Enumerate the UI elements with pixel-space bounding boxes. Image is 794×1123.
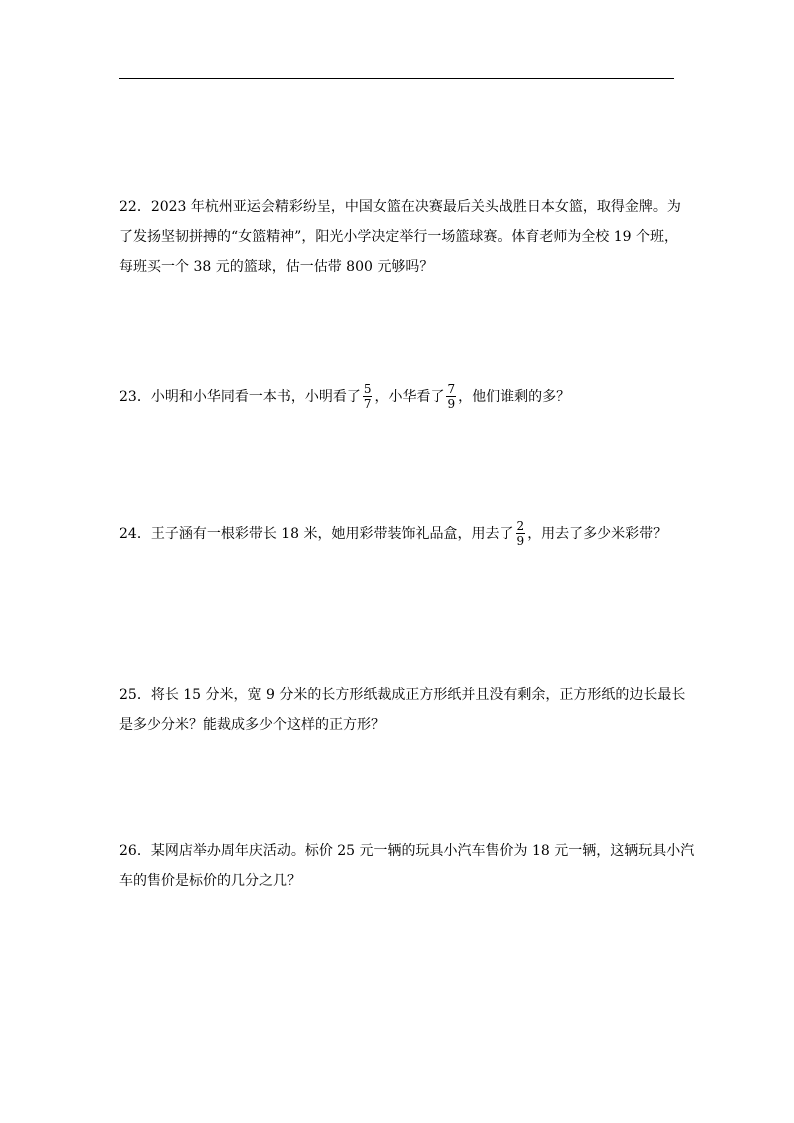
question-25: [119, 680, 686, 740]
question-number: 23．: [119, 389, 151, 405]
question-23-line-1: 23．小明和小华同看一本书，小明看了 $\frac{5}{7}$ ，小华看了 $\frac{7}{9}$ ，他们谁剩的多？: [119, 381, 571, 411]
question-25-line-2: 是多少分米？能裁成多少个这样的正方形？: [119, 717, 385, 733]
header-rule: [119, 78, 674, 79]
question-22: [119, 192, 679, 282]
question-22-line-3: 每班买一个 38 元的篮球，估一估带 800 元够吗？: [119, 259, 434, 275]
question-number: 25．: [119, 687, 151, 703]
question-number: 22．: [119, 199, 151, 215]
fraction-5-7: $\frac{5}{7}$: [363, 381, 372, 411]
question-25-line-1: 25．将长 15 分米，宽 9 分米的长方形纸裁成正方形纸并且没有剩余，正方形纸的边长最长: [119, 687, 686, 703]
question-22-line-2: 了发扬坚韧拼搏的“女篮精神”，阳光小学决定举行一场篮球赛。体育老师为全校 19 个班，: [119, 229, 679, 245]
question-26-line-2: 车的售价是标价的几分之几？: [119, 873, 301, 889]
question-23: [119, 382, 679, 412]
question-24-line-1: 24．王子涵有一根彩带长 18 米，她用彩带装饰礼品盒，用去了 $\frac{2}{9}$ ，用去了多少米彩带？: [119, 518, 668, 548]
question-number: 24．: [119, 526, 151, 542]
question-24: [119, 519, 679, 549]
fraction-2-9: $\frac{2}{9}$: [516, 518, 525, 548]
question-26: [119, 836, 695, 896]
question-26-line-1: 26．某网店举办周年庆活动。标价 25 元一辆的玩具小汽车售价为 18 元一辆，这辆玩具小汽: [119, 843, 695, 859]
fraction-7-9: $\frac{7}{9}$: [447, 381, 456, 411]
question-22-line-1: 22．2023 年杭州亚运会精彩纷呈，中国女篮在决赛最后关头战胜日本女篮，取得金牌。为: [119, 199, 681, 215]
question-number: 26．: [119, 843, 151, 859]
